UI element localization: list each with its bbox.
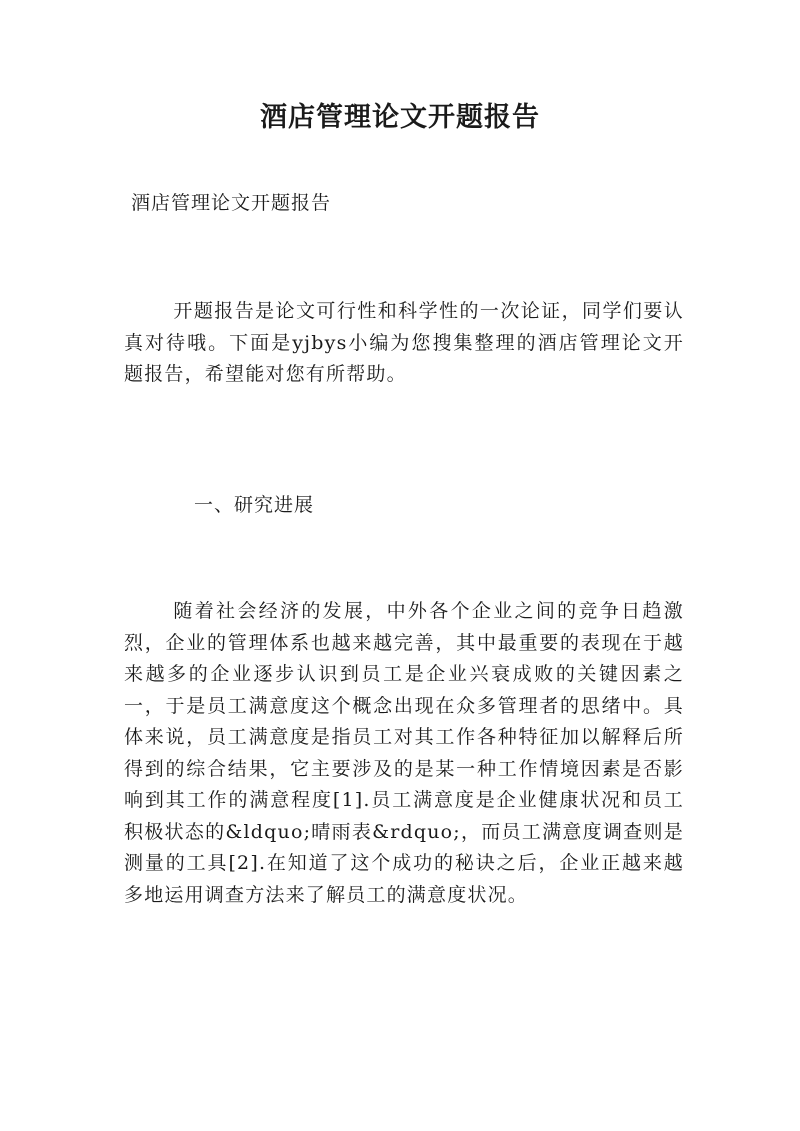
intro-paragraph: 开题报告是论文可行性和科学性的一次论证，同学们要认真对待哦。下面是yjbys小编为您搜集整理的酒店管理论文开题报告，希望能对您有所帮助。: [124, 300, 684, 385]
section-body-paragraph: 随着社会经济的发展，中外各个企业之间的竞争日趋激烈，企业的管理体系也越来越完善，其中最重要的表现在于越来越多的企业逐步认识到员工是企业兴衰成败的关键因素之一，于是员工满意度这个概念出现在众多管理者的思绪中。具体来说，员工满意度是指员工对其工作各种特征加以解释后所得到的综合结果，它主要涉及的是某一种工作情境因素是否影响到其工作的满意程度[1].员工满意度是企业健康状况和员工积极状态的&ldquo;晴雨表&rdquo;，而员工满意度调查则是测量的工具[2].在知道了这个成功的秘诀之后，企业正越来越多地运用调查方法来了解员工的满意度状况。: [124, 600, 684, 906]
document-subtitle: 酒店管理论文开题报告: [131, 192, 332, 214]
document-title: 酒店管理论文开题报告: [260, 102, 540, 133]
section-heading: 一、研究进展: [194, 494, 315, 516]
